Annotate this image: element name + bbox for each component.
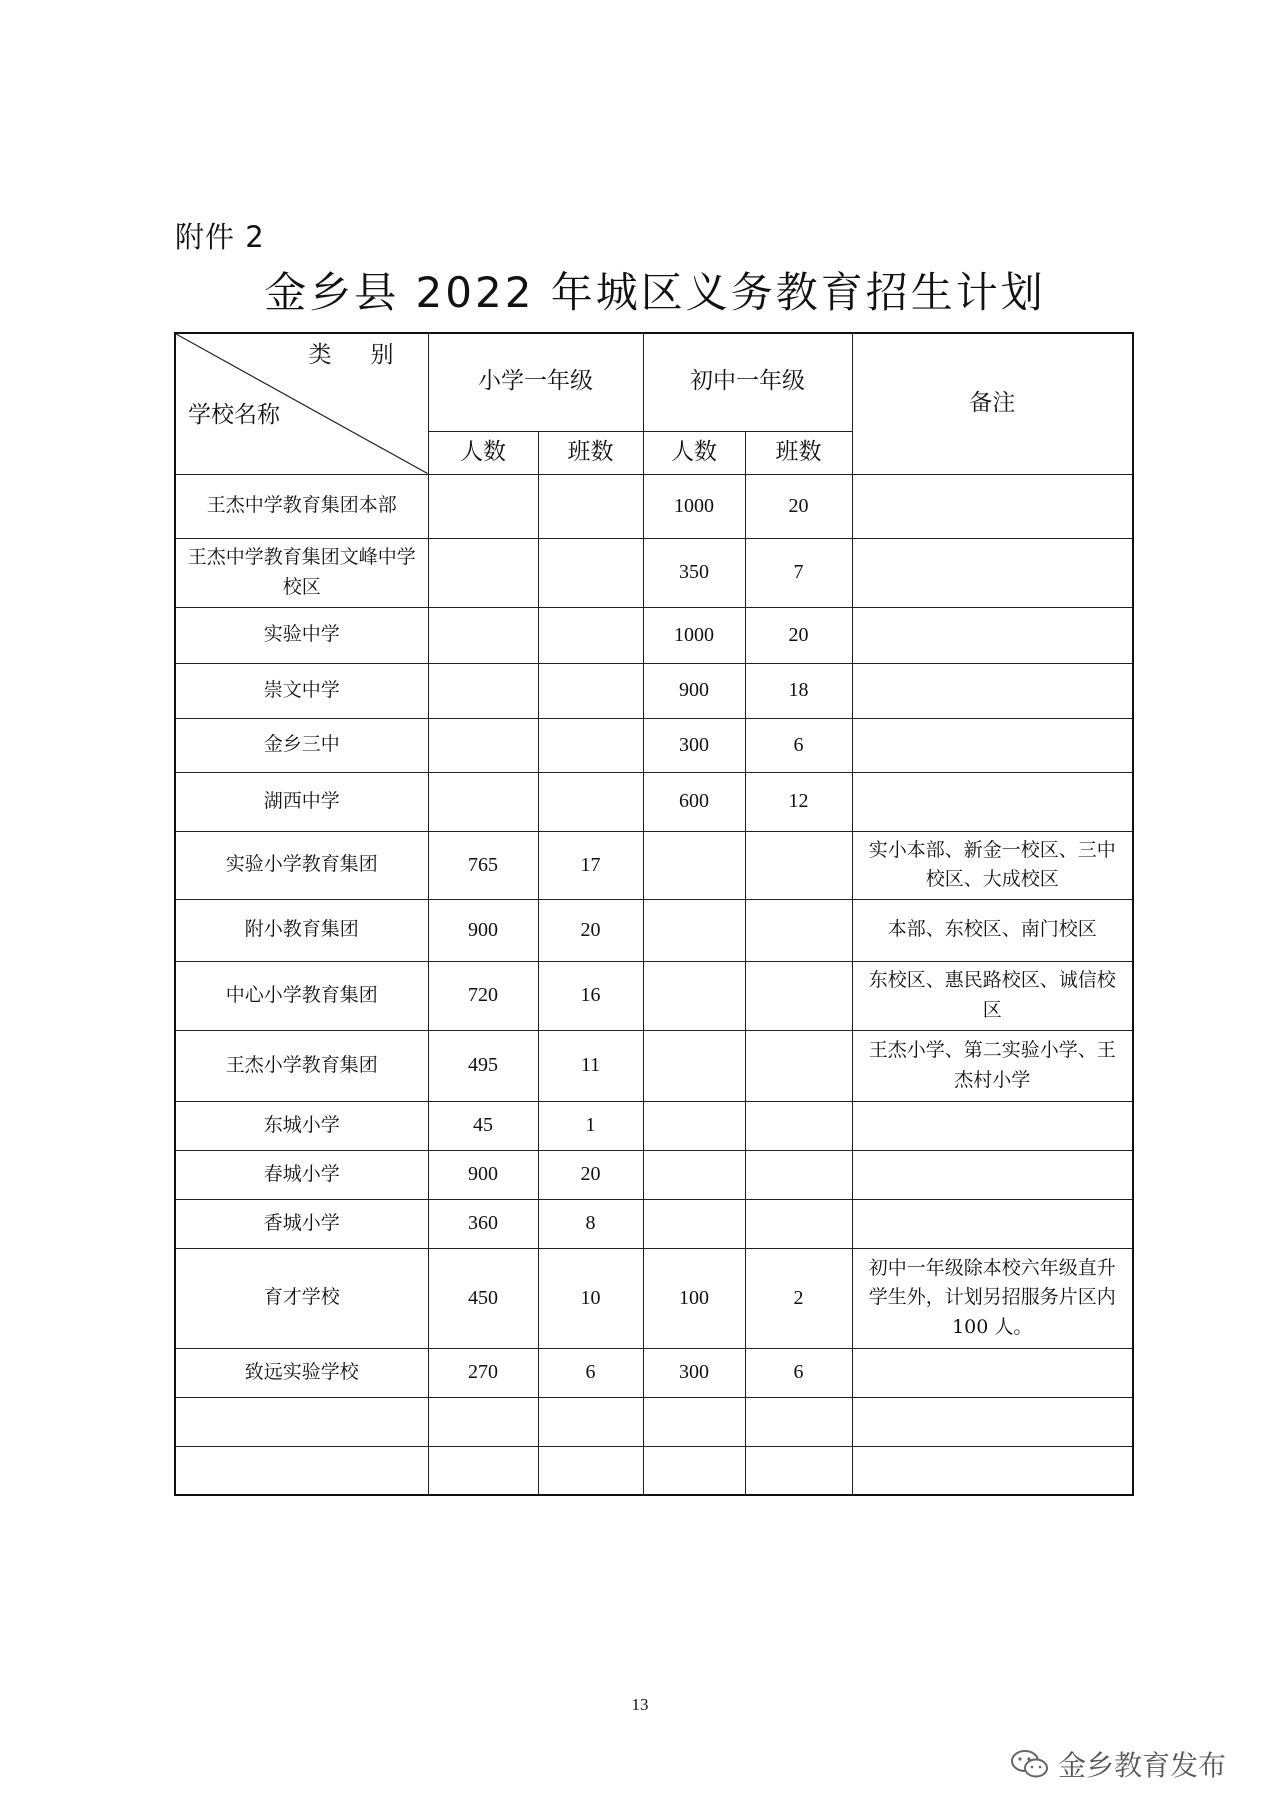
junior-students-cell (643, 1199, 745, 1248)
school-name-cell: 致远实验学校 (175, 1348, 428, 1397)
junior-classes-cell: 6 (745, 1348, 852, 1397)
primary-students-cell (428, 538, 538, 607)
header-row-1 (175, 333, 1133, 431)
table-row (175, 961, 1133, 1030)
primary-classes-cell: 11 (538, 1030, 643, 1101)
junior-students-cell: 300 (643, 1348, 745, 1397)
primary-students-cell (428, 663, 538, 718)
school-name-cell: 实验小学教育集团 (175, 831, 428, 899)
header-primary-students: 人数 (428, 431, 538, 474)
note-cell (852, 718, 1133, 772)
table-row (175, 1150, 1133, 1199)
school-name-cell: 王杰中学教育集团本部 (175, 474, 428, 538)
primary-students-cell: 495 (428, 1030, 538, 1101)
watermark (1010, 1744, 1226, 1784)
junior-students-cell (643, 1397, 745, 1446)
primary-classes-cell: 20 (538, 1150, 643, 1199)
junior-classes-cell (745, 899, 852, 961)
watermark-text: 金乡教育发布 (1058, 1749, 1227, 1782)
junior-classes-cell (745, 1101, 852, 1150)
table-row (175, 607, 1133, 663)
junior-students-cell (643, 961, 745, 1030)
junior-students-cell (643, 831, 745, 899)
primary-classes-cell: 1 (538, 1101, 643, 1150)
table-row (175, 1030, 1133, 1101)
table-row (175, 772, 1133, 831)
junior-classes-cell: 18 (745, 663, 852, 718)
junior-classes-cell (745, 1199, 852, 1248)
table-row (175, 718, 1133, 772)
note-cell (852, 1446, 1133, 1495)
primary-students-cell (428, 1446, 538, 1495)
header-junior-classes: 班数 (745, 431, 852, 474)
primary-classes-cell: 8 (538, 1199, 643, 1248)
primary-classes-cell: 10 (538, 1248, 643, 1348)
junior-classes-cell (745, 1446, 852, 1495)
junior-students-cell (643, 1446, 745, 1495)
junior-classes-cell: 6 (745, 718, 852, 772)
junior-students-cell (643, 1030, 745, 1101)
primary-students-cell (428, 474, 538, 538)
primary-classes-cell: 20 (538, 899, 643, 961)
primary-classes-cell (538, 1397, 643, 1446)
school-name-cell: 东城小学 (175, 1101, 428, 1150)
header-category-label: 类 别 (308, 342, 402, 368)
primary-students-cell: 270 (428, 1348, 538, 1397)
junior-classes-cell: 20 (745, 474, 852, 538)
junior-classes-cell: 7 (745, 538, 852, 607)
note-cell (852, 1397, 1133, 1446)
primary-classes-cell (538, 474, 643, 538)
primary-classes-cell (538, 538, 643, 607)
note-cell (852, 1101, 1133, 1150)
note-cell: 本部、东校区、南门校区 (852, 899, 1133, 961)
primary-students-cell: 765 (428, 831, 538, 899)
page-title: 金乡县 2022 年城区义务教育招生计划 (264, 268, 1046, 317)
primary-students-cell: 360 (428, 1199, 538, 1248)
note-cell (852, 607, 1133, 663)
school-name-cell: 湖西中学 (175, 772, 428, 831)
note-cell (852, 538, 1133, 607)
school-name-cell: 金乡三中 (175, 718, 428, 772)
school-name-cell: 王杰小学教育集团 (175, 1030, 428, 1101)
school-name-cell: 实验中学 (175, 607, 428, 663)
junior-students-cell: 300 (643, 718, 745, 772)
note-cell: 东校区、惠民路校区、诚信校区 (852, 961, 1133, 1030)
table-row (175, 1397, 1133, 1446)
junior-classes-cell: 20 (745, 607, 852, 663)
primary-students-cell: 45 (428, 1101, 538, 1150)
primary-students-cell: 720 (428, 961, 538, 1030)
table-row (175, 1199, 1133, 1248)
primary-classes-cell (538, 718, 643, 772)
primary-classes-cell (538, 772, 643, 831)
primary-classes-cell: 16 (538, 961, 643, 1030)
primary-students-cell (428, 772, 538, 831)
note-cell (852, 1150, 1133, 1199)
enrollment-table (174, 332, 1134, 1496)
school-name-cell: 中心小学教育集团 (175, 961, 428, 1030)
table-row (175, 1101, 1133, 1150)
note-cell: 初中一年级除本校六年级直升学生外，计划另招服务片区内 100 人。 (852, 1248, 1133, 1348)
header-corner-cell (175, 333, 428, 474)
note-cell (852, 474, 1133, 538)
school-name-cell (175, 1397, 428, 1446)
table-row (175, 663, 1133, 718)
primary-students-cell: 900 (428, 1150, 538, 1199)
primary-students-cell (428, 718, 538, 772)
table-row (175, 1248, 1133, 1348)
note-cell (852, 1348, 1133, 1397)
header-primary-grade1: 小学一年级 (428, 333, 643, 431)
junior-classes-cell (745, 1397, 852, 1446)
school-name-cell: 王杰中学教育集团文峰中学校区 (175, 538, 428, 607)
school-name-cell: 育才学校 (175, 1248, 428, 1348)
junior-classes-cell: 2 (745, 1248, 852, 1348)
junior-students-cell: 600 (643, 772, 745, 831)
junior-classes-cell (745, 1150, 852, 1199)
junior-students-cell (643, 899, 745, 961)
junior-students-cell: 100 (643, 1248, 745, 1348)
junior-students-cell: 350 (643, 538, 745, 607)
primary-students-cell (428, 607, 538, 663)
note-cell (852, 772, 1133, 831)
header-school-name-label: 学校名称 (188, 401, 280, 428)
primary-students-cell: 900 (428, 899, 538, 961)
junior-students-cell: 1000 (643, 607, 745, 663)
table-row (175, 831, 1133, 899)
note-cell (852, 1199, 1133, 1248)
table-row (175, 899, 1133, 961)
header-notes: 备注 (852, 333, 1133, 474)
junior-students-cell: 1000 (643, 474, 745, 538)
school-name-cell: 附小教育集团 (175, 899, 428, 961)
attachment-label: 附件 2 (175, 220, 265, 254)
school-name-cell: 崇文中学 (175, 663, 428, 718)
note-cell: 王杰小学、第二实验小学、王杰村小学 (852, 1030, 1133, 1101)
header-primary-classes: 班数 (538, 431, 643, 474)
junior-classes-cell (745, 961, 852, 1030)
header-junior-grade1: 初中一年级 (643, 333, 852, 431)
school-name-cell: 香城小学 (175, 1199, 428, 1248)
primary-classes-cell (538, 663, 643, 718)
junior-classes-cell (745, 1030, 852, 1101)
junior-classes-cell: 12 (745, 772, 852, 831)
junior-students-cell (643, 1101, 745, 1150)
junior-students-cell (643, 1150, 745, 1199)
table-row (175, 1348, 1133, 1397)
table-row (175, 538, 1133, 607)
primary-students-cell (428, 1397, 538, 1446)
school-name-cell (175, 1446, 428, 1495)
table-row (175, 1446, 1133, 1495)
junior-classes-cell (745, 831, 852, 899)
school-name-cell: 春城小学 (175, 1150, 428, 1199)
header-junior-students: 人数 (643, 431, 745, 474)
wechat-icon (1010, 1748, 1050, 1780)
note-cell (852, 663, 1133, 718)
primary-classes-cell (538, 607, 643, 663)
junior-students-cell: 900 (643, 663, 745, 718)
primary-classes-cell: 6 (538, 1348, 643, 1397)
primary-classes-cell: 17 (538, 831, 643, 899)
primary-students-cell: 450 (428, 1248, 538, 1348)
primary-classes-cell (538, 1446, 643, 1495)
table-row (175, 474, 1133, 538)
note-cell: 实小本部、新金一校区、三中校区、大成校区 (852, 831, 1133, 899)
page-number: 13 (631, 1695, 649, 1714)
